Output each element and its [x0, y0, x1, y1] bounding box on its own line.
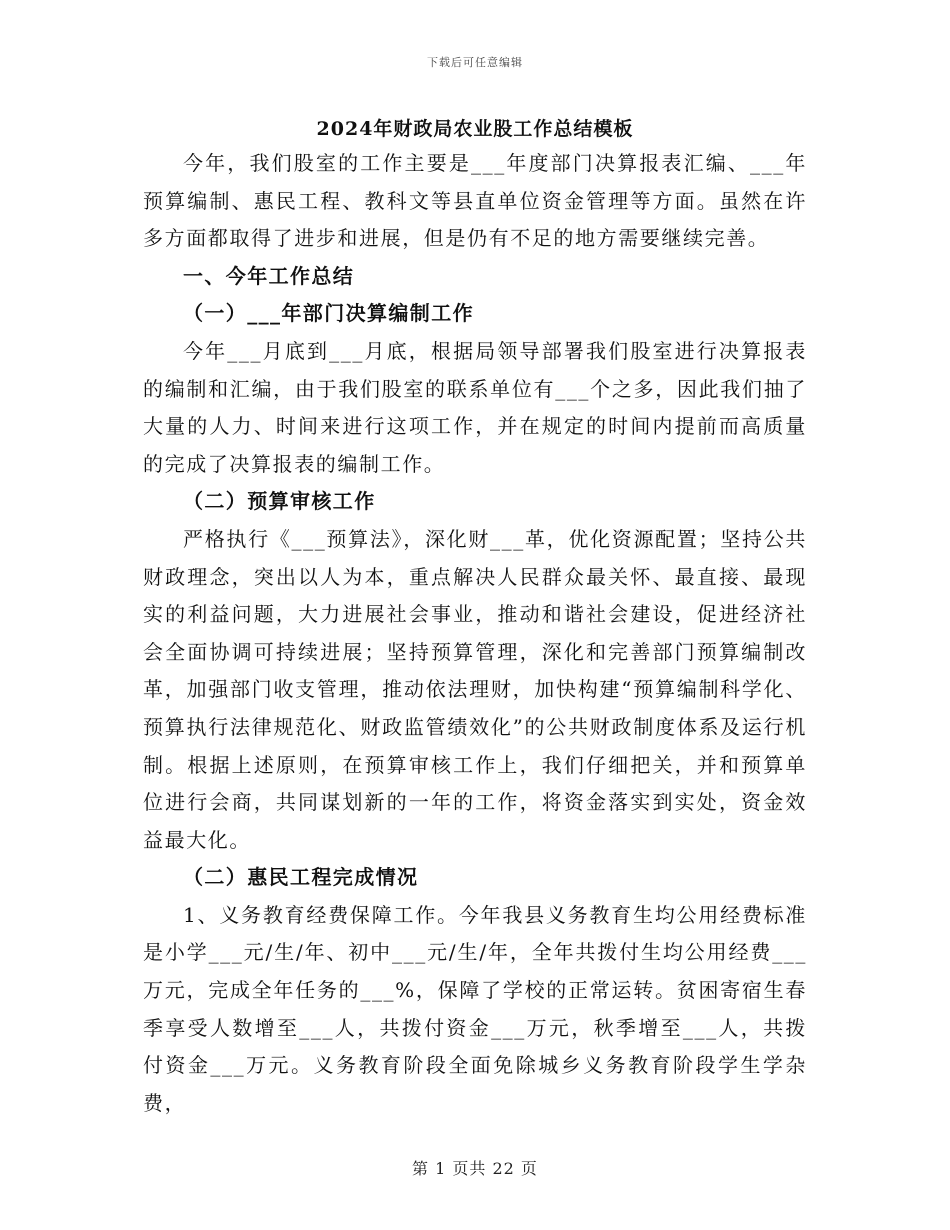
final-accounts-paragraph: 今年___月底到___月底，根据局领导部署我们股室进行决算报表的编制和汇编，由于我们股室的联系单位有___个之多，因此我们抽了大量的人力、时间来进行这项工作，并在规定的时间内提前而高质量的完成了决算报表的编制工作。 [143, 338, 807, 476]
section-heading-summary: 一、今年工作总结 [183, 263, 355, 288]
intro-paragraph: 今年，我们股室的工作主要是___年度部门决算报表汇编、___年预算编制、惠民工程、教科文等县直单位资金管理等方面。虽然在许多方面都取得了进步和进展，但是仍有不足的地方需要继续完善。 [143, 151, 807, 251]
subsection-heading-budget-review: （二）预算审核工作 [183, 489, 376, 514]
document-title: 2024年财政局农业股工作总结模板 [316, 118, 634, 140]
subsection-heading-final-accounts: （一）___年部门决算编制工作 [183, 301, 474, 326]
header-note: 下载后可任意编辑 [427, 56, 523, 69]
page-number: 第 1 页共 22 页 [412, 1159, 538, 1178]
subsection-heading-welfare-projects: （二）惠民工程完成情况 [183, 865, 419, 890]
budget-review-paragraph: 严格执行《___预算法》，深化财___革，优化资源配置；坚持公共财政理念，突出以人为本，重点解决人民群众最关怀、最直接、最现实的利益问题，大力进展社会事业，推动和谐社会建设，促进经济社会全面协调可持续进展；坚持预算管理，深化和完善部门预算编制改革，加强部门收支管理，推动依法理财，加快构建“预算编制科学化、预算执行法律规范化、财政监管绩效化”的公共财政制度体系及运行机制。根据上述原则，在预算审核工作上，我们仔细把关，并和预算单位进行会商，共同谋划新的一年的工作，将资金落实到实处，资金效益最大化。 [143, 526, 807, 852]
welfare-projects-paragraph: 1、义务教育经费保障工作。今年我县义务教育生均公用经费标准是小学___元/生/年、初中___元/生/年，全年共拨付生均公用经费___万元，完成全年任务的___%，保障了学校的正常运转。贫困寄宿生春季享受人数增至___人，共拨付资金___万元，秋季增至___人，共拨付资金___万元。义务教育阶段全面免除城乡义务教育阶段学生学杂费， [143, 902, 807, 1115]
document-body [143, 113, 807, 1122]
